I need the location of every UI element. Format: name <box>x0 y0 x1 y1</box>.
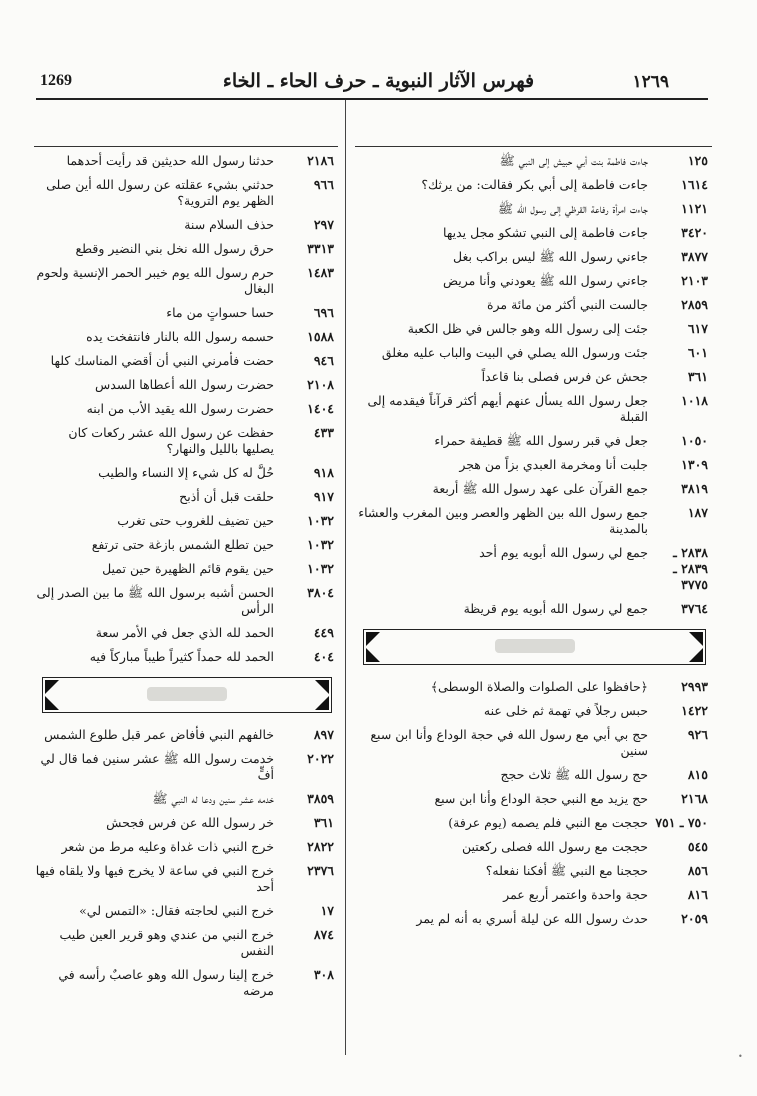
faded-heading-icon <box>495 639 575 653</box>
index-entry <box>34 585 338 617</box>
hadith-number: ١٤٠٤ <box>307 401 334 416</box>
page-number-arabic: ١٢٦٩ <box>632 72 669 92</box>
hadith-text: حرم رسول الله يوم خيبر الحمر الإنسية ولحوم البغال <box>36 265 274 296</box>
hadith-number: ١٠٣٢ <box>307 561 334 576</box>
index-entry <box>355 815 712 831</box>
hadith-number: ٩٢٦ <box>687 727 708 742</box>
hadith-text: جعل رسول الله يسأل عنهم أيهم أكثر قرآناً فيقدمه إلى القبلة <box>367 393 648 424</box>
hadith-text: خدمه عشر سنين ودعا له النبي ﷺ <box>152 791 274 806</box>
hadith-number: ٢٩٩٣ <box>681 679 708 694</box>
index-entry <box>355 601 712 617</box>
index-entry <box>355 457 712 473</box>
ornament-corner-icon <box>45 696 59 710</box>
hadith-number: ١٤٢٢ <box>681 703 708 718</box>
hadith-text: حضرت رسول الله أعطاها السدس <box>95 377 274 392</box>
hadith-number: ٩١٧ <box>313 489 334 504</box>
hadith-text: الحمد لله الذي جعل في الأمر سعة <box>95 625 274 640</box>
index-entry <box>34 927 338 959</box>
ornament-corner-icon <box>689 632 703 646</box>
hadith-number: ١٥٨٨ <box>307 329 334 344</box>
hadith-number: ٤٣٣ <box>313 425 334 440</box>
index-entry <box>355 679 712 695</box>
hadith-text: خرج النبي ذات غداة وعليه مرط من شعر <box>61 839 274 854</box>
hadith-number: ٦٠١ <box>687 345 708 360</box>
hadith-text: حج بي أبي مع رسول الله في حجة الوداع وأنا ابن سبع سنين <box>370 727 648 758</box>
hadith-number: ٢٨٥٩ <box>681 297 708 312</box>
index-entry <box>34 353 338 369</box>
hadith-text: حضت فأمرني النبي أن أقضي المناسك كلها <box>50 353 274 368</box>
hadith-number: ٣٧٦٤ <box>681 601 708 616</box>
hadith-text: حسمه رسول الله بالنار فانتفخت يده <box>86 329 274 344</box>
index-entry <box>34 265 338 297</box>
hadith-text: جاءت فاطمة إلى النبي تشكو مجل يديها <box>443 225 648 240</box>
index-entry <box>355 505 712 537</box>
index-entry <box>34 401 338 417</box>
hadith-number: ٣٨٥٩ <box>307 791 334 806</box>
hadith-number: ٢٠٢٢ <box>307 751 334 766</box>
hadith-number: ١٤٨٣ <box>307 265 334 280</box>
index-entry <box>355 433 712 449</box>
hadith-text: حين تطلع الشمس بازغة حتى ترتفع <box>91 537 274 552</box>
hadith-text: حُلَّ له كل شيء إلا النساء والطيب <box>98 465 274 480</box>
hadith-text: جئت ورسول الله يصلي في البيت والباب عليه مغلق <box>381 345 648 360</box>
index-entry <box>355 273 712 289</box>
left-column <box>34 110 338 1007</box>
hadith-text: حدثني بشيء عقلته عن رسول الله أين صلى الظهر يوم التروية؟ <box>46 177 274 208</box>
hadith-text: جاءني رسول الله ﷺ يعودني وأنا مريض <box>442 273 648 288</box>
faded-heading-icon <box>147 687 227 701</box>
index-entry <box>34 153 338 169</box>
hadith-text: حج رسول الله ﷺ ثلاث حجج <box>500 767 648 782</box>
hadith-text: حسا حسواتٍ من ماء <box>166 305 274 320</box>
hadith-number: ٦١٧ <box>687 321 708 336</box>
faded-section-heading <box>355 110 712 140</box>
index-entry <box>34 217 338 233</box>
hadith-text: خدمت رسول الله ﷺ عشر سنين فما قال لي أفٍّ <box>40 751 274 782</box>
hadith-text: خرج النبي لحاجته فقال: «التمس لي» <box>79 903 274 918</box>
header-rule <box>36 98 708 100</box>
faded-section-heading <box>34 110 338 140</box>
ornament-corner-icon <box>366 648 380 662</box>
hadith-number: ٨١٦ <box>687 887 708 902</box>
hadith-number: ٨٩٧ <box>313 727 334 742</box>
hadith-text: جمع القرآن على عهد رسول الله ﷺ أربعة <box>432 481 648 496</box>
hadith-text: حججت مع النبي فلم يصمه (يوم عرفة) <box>448 815 648 830</box>
ornament-corner-icon <box>315 696 329 710</box>
hadith-number: ١٧ <box>320 903 334 918</box>
hadith-number: ٣٦١ <box>313 815 334 830</box>
column-divider <box>345 100 346 1055</box>
hadith-number: ٤٠٤ <box>313 649 334 664</box>
section-heading-box <box>363 629 706 665</box>
index-entry <box>34 561 338 577</box>
hadith-text: ﴿حافظوا على الصلوات والصلاة الوسطى﴾ <box>430 679 648 694</box>
hadith-number: ٥٤٥ <box>687 839 708 854</box>
hadith-text: حضرت رسول الله يقيد الأب من ابنه <box>86 401 274 416</box>
index-entry <box>355 177 712 193</box>
hadith-text: جحش عن فرس فصلى بنا قاعداً <box>481 369 648 384</box>
hadith-text: حججنا مع النبي ﷺ أفكنا نفعله؟ <box>485 863 648 878</box>
index-entry <box>34 839 338 855</box>
hadith-number: ٨٧٤ <box>313 927 334 942</box>
column-rule <box>34 146 338 147</box>
hadith-number: ١٠٥٠ <box>681 433 708 448</box>
hadith-text: حدثنا رسول الله حديثين قد رأيت أحدهما <box>66 153 274 168</box>
hadith-text: حذف السلام سنة <box>184 217 274 232</box>
index-entry <box>34 791 338 807</box>
hadith-number: ١٣٠٩ <box>681 457 708 472</box>
hadith-text: حججت مع رسول الله فصلى ركعتين <box>462 839 648 854</box>
index-entry <box>355 839 712 855</box>
index-entry <box>34 177 338 209</box>
entry-list <box>34 727 338 999</box>
ornament-corner-icon <box>689 648 703 662</box>
hadith-number: ٨٥٦ <box>687 863 708 878</box>
index-entry <box>355 153 712 169</box>
ornament-corner-icon <box>45 680 59 694</box>
hadith-text: حين يقوم قائم الظهيرة حين تميل <box>102 561 274 576</box>
hadith-number: ٣٦١ <box>687 369 708 384</box>
right-column <box>355 110 712 935</box>
index-entry <box>34 513 338 529</box>
hadith-text: جئت إلى رسول الله وهو جالس في ظل الكعبة <box>407 321 648 336</box>
hadith-number: ٢٠٥٩ <box>681 911 708 926</box>
hadith-text: خرج النبي في ساعة لا يخرج فيها ولا يلقاه فيها أحد <box>35 863 274 894</box>
hadith-text: جالست النبي أكثر من مائة مرة <box>486 297 648 312</box>
hadith-text: جاءني رسول الله ﷺ ليس براكب بغل <box>453 249 648 264</box>
hadith-text: حدث رسول الله عن ليلة أسري به أنه لم يمر <box>416 911 648 926</box>
hadith-number: ٢٣٧٦ <box>307 863 334 878</box>
index-entry <box>34 537 338 553</box>
hadith-number: ٧٥٠ ـ ٧٥١ <box>655 815 708 830</box>
index-entry <box>355 887 712 903</box>
index-entry <box>355 249 712 265</box>
hadith-number: ١٠٣٢ <box>307 513 334 528</box>
index-entry <box>355 393 712 425</box>
hadith-number: ٣٠٨ <box>313 967 334 982</box>
index-entry <box>34 863 338 895</box>
hadith-number: ٣٨٠٤ <box>307 585 334 600</box>
hadith-text: حجة واحدة واعتمر أربع عمر <box>503 887 648 902</box>
index-entry <box>34 727 338 743</box>
index-entry <box>355 911 712 927</box>
hadith-number: ١٦١٤ <box>681 177 708 192</box>
index-entry <box>34 305 338 321</box>
index-entry <box>355 297 712 313</box>
index-entry <box>34 489 338 505</box>
hadith-number: ١١٢١ <box>681 201 708 216</box>
hadith-number: ٢١٠٨ <box>307 377 334 392</box>
hadith-text: خر رسول الله عن فرس فجحش <box>106 815 274 830</box>
column-rule <box>355 146 712 147</box>
hadith-text: حفظت عن رسول الله عشر ركعات كان يصليها بالليل والنهار؟ <box>68 425 274 456</box>
index-entry <box>34 241 338 257</box>
entry-list <box>355 679 712 927</box>
hadith-text: الحسن أشبه برسول الله ﷺ ما بين الصدر إلى الرأس <box>36 585 274 616</box>
section-heading-box <box>42 677 332 713</box>
page-title: فهرس الآثار النبوية ـ حرف الحاء ـ الخاء <box>222 70 535 92</box>
hadith-number: ٢٩٧ <box>313 217 334 232</box>
entry-list <box>355 153 712 617</box>
hadith-text: جاءت امرأة رفاعة القرظي إلى رسول الله ﷺ <box>497 201 648 216</box>
hadith-text: حرق رسول الله نخل بني النضير وقطع <box>75 241 274 256</box>
hadith-number: ٦٩٦ <box>313 305 334 320</box>
hadith-number: ١٨٧ <box>687 505 708 520</box>
hadith-text: جمع رسول الله بين الظهر والعصر وبين المغرب والعشاء بالمدينة <box>358 505 648 536</box>
hadith-number: ٢١٨٦ <box>307 153 334 168</box>
hadith-text: حلقت قبل أن أذبح <box>179 489 274 504</box>
hadith-number: ٢١٦٨ <box>681 791 708 806</box>
index-entry <box>355 345 712 361</box>
page-number-latin: 1269 <box>40 72 72 89</box>
hadith-number: ٨١٥ <box>687 767 708 782</box>
index-entry <box>34 751 338 783</box>
entry-list <box>34 153 338 665</box>
index-entry <box>355 863 712 879</box>
index-entry <box>34 465 338 481</box>
hadith-number: ١٢٥ <box>687 153 708 168</box>
hadith-number: ٣٨٧٧ <box>681 249 708 264</box>
hadith-text: خرج إلينا رسول الله وهو عاصبٌ رأسه في مرضه <box>58 967 274 998</box>
hadith-number: ٩١٨ <box>313 465 334 480</box>
hadith-number: ٢٨٣٨ ـ ٢٨٣٩ ـ ٣٧٧٥ <box>673 545 708 592</box>
hadith-number: ٩٦٦ <box>313 177 334 192</box>
hadith-number: ٣٤٢٠ <box>681 225 708 240</box>
index-entry <box>34 377 338 393</box>
ornament-corner-icon <box>366 632 380 646</box>
index-entry <box>34 625 338 641</box>
hadith-number: ١٠٣٢ <box>307 537 334 552</box>
index-entry <box>355 703 712 719</box>
hadith-text: جمع لي رسول الله أبويه يوم قريظة <box>463 601 648 616</box>
index-entry <box>355 201 712 217</box>
index-entry <box>355 225 712 241</box>
hadith-number: ١٠١٨ <box>681 393 708 408</box>
hadith-number: ٢٨٢٢ <box>307 839 334 854</box>
hadith-number: ٣٣١٣ <box>307 241 334 256</box>
hadith-text: حبس رجلاً في تهمة ثم خلى عنه <box>483 703 648 718</box>
ornament-corner-icon <box>315 680 329 694</box>
index-entry <box>355 791 712 807</box>
index-entry <box>355 545 712 593</box>
hadith-text: جلبت أنا ومخرمة العبدي بزاً من هجر <box>459 457 648 472</box>
hadith-text: حج يزيد مع النبي حجة الوداع وأنا ابن سبع <box>434 791 648 806</box>
index-entry <box>355 369 712 385</box>
hadith-text: جاءت فاطمة إلى أبي بكر فقالت: من يرثك؟ <box>421 177 648 192</box>
index-entry <box>34 425 338 457</box>
hadith-number: ٢١٠٣ <box>681 273 708 288</box>
hadith-text: حين تضيف للغروب حتى تغرب <box>117 513 274 528</box>
index-entry <box>355 767 712 783</box>
index-entry <box>34 967 338 999</box>
index-entry <box>355 481 712 497</box>
index-entry <box>355 727 712 759</box>
hadith-text: الحمد لله حمداً كثيراً طيباً مباركاً فيه <box>89 649 274 664</box>
index-entry <box>355 321 712 337</box>
index-entry <box>34 649 338 665</box>
page-corner-mark: • <box>738 1052 743 1061</box>
hadith-text: خالفهم النبي فأفاض عمر قبل طلوع الشمس <box>44 727 274 742</box>
index-entry <box>34 815 338 831</box>
hadith-text: جعل في قبر رسول الله ﷺ قطيفة حمراء <box>434 433 648 448</box>
index-entry <box>34 329 338 345</box>
hadith-text: جمع لي رسول الله أبويه يوم أحد <box>479 545 648 560</box>
hadith-text: جاءت فاطمة بنت أبي حبيش إلى النبي ﷺ <box>499 153 648 168</box>
hadith-number: ٩٤٦ <box>313 353 334 368</box>
hadith-number: ٣٨١٩ <box>681 481 708 496</box>
hadith-text: خرج النبي من عندي وهو قرير العين طيب النفس <box>59 927 274 958</box>
index-entry <box>34 903 338 919</box>
hadith-number: ٤٤٩ <box>313 625 334 640</box>
